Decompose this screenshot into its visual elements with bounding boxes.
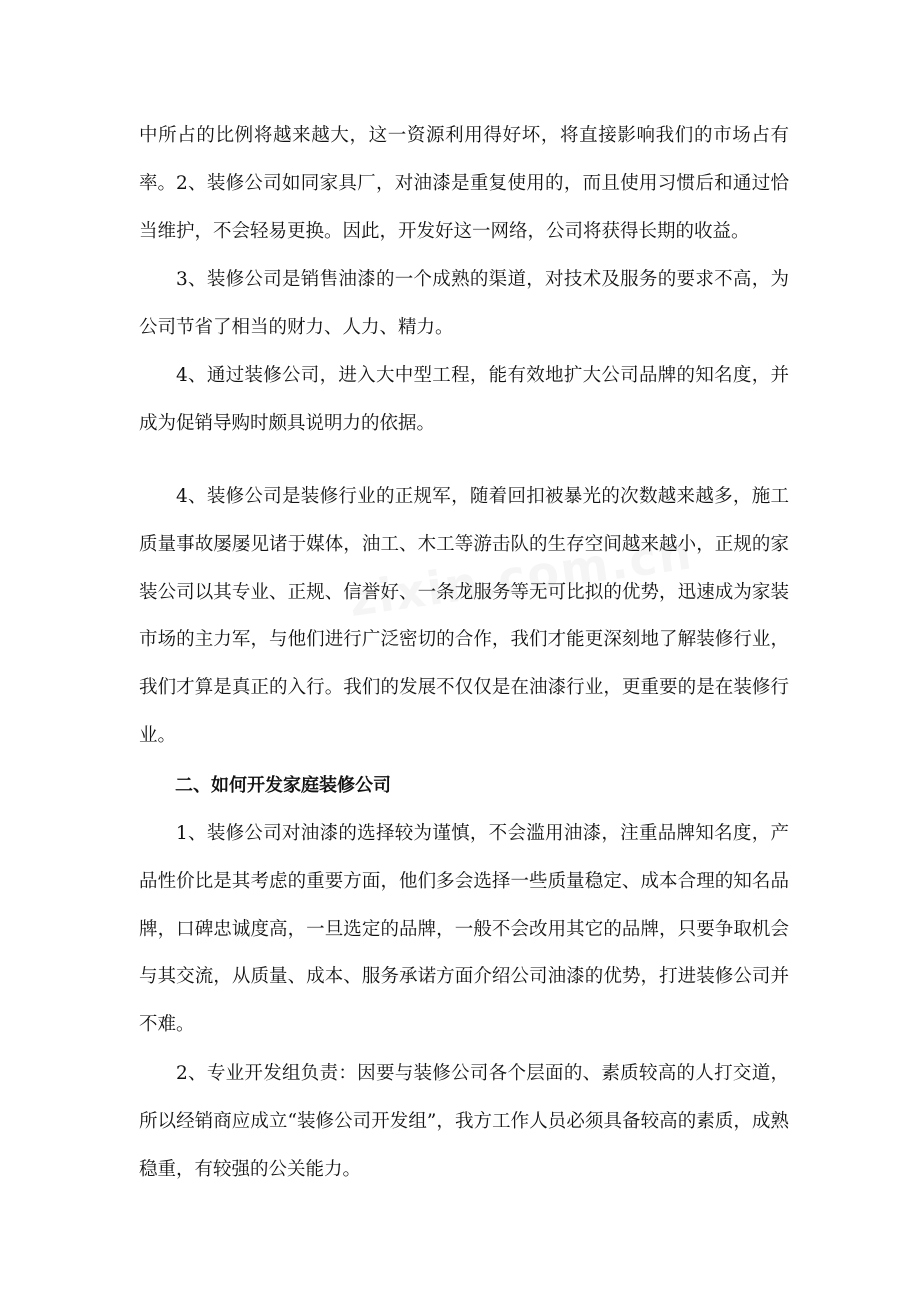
paragraph-point-4: 4、通过装修公司，进入大中型工程，能有效地扩大公司品牌的知名度，并成为促销导购时颇具说明力的依据。 [139,365,789,434]
paragraph-continuation: 中所占的比例将越来越大，这一资源利用得好坏，将直接影响我们的市场占有率。 [139,125,789,194]
section-paragraph-2: 2、专业开发组负责：因要与装修公司各个层面的、素质较高的人打交道，所以经销商应成立“装修公司开发组”，我方工作人员必须具备较高的素质，成熟稳重，有较强的公关能力。 [139,1063,789,1180]
paragraph-point-3: 3、装修公司是销售油漆的一个成熟的渠道，对技术及服务的要求不高，为公司节省了相当的财力、人力、精力。 [139,269,789,338]
paragraph-point-4b: 4、装修公司是装修行业的正规军，随着回扣被暴光的次数越来越多，施工质量事故屡屡见诸于媒体，油工、木工等游击队的生存空间越来越小，正规的家装公司以其专业、正规、信誉好、一条龙服务等无可比拟的优势，迅速成为家装市场的主力军，与他们进行广泛密切的合作，我们才能更深刻地了解装修行业，我们才算是真正的入行。我们的发展不仅仅是在油漆行业，更重要的是在装修行业。 [139,486,789,746]
section-heading: 二、如何开发家庭装修公司 [175,775,391,796]
section-paragraph-1: 1、装修公司对油漆的选择较为谨慎，不会滥用油漆，注重品牌知名度，产品性价比是其考虑的重要方面，他们多会选择一些质量稳定、成本合理的知名品牌，口碑忠诚度高，一旦选定的品牌，一般不会改用其它的品牌，只要争取机会与其交流，从质量、成本、服务承诺方面介绍公司油漆的优势，打进装修公司并不难。 [139,823,789,1036]
paragraph-point-2: 2、装修公司如同家具厂，对油漆是重复使用的，而且使用习惯后和通过恰当维护，不会轻易更换。因此，开发好这一网络，公司将获得长期的收益。 [139,173,789,242]
